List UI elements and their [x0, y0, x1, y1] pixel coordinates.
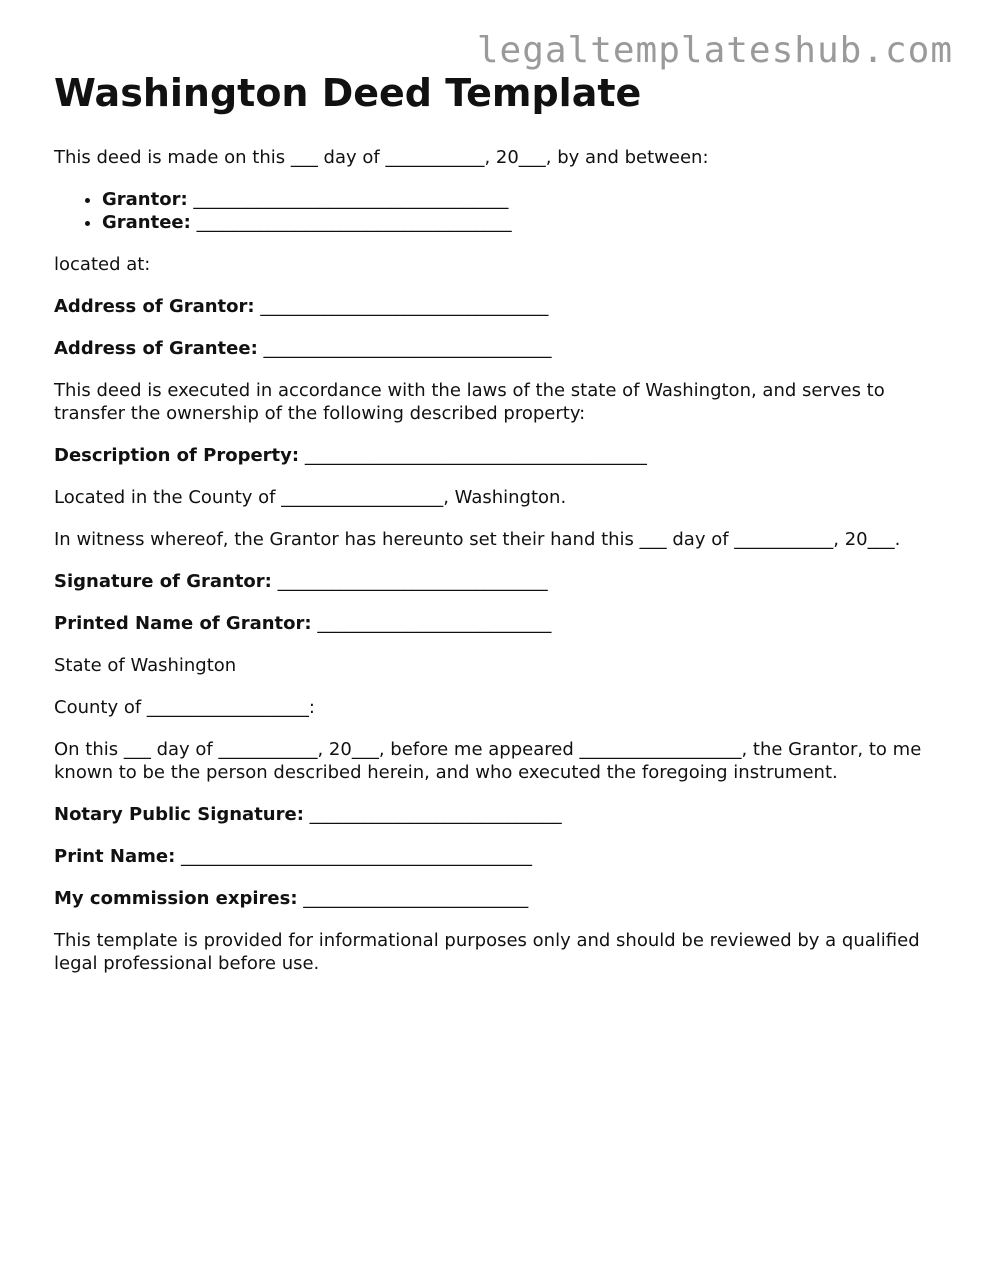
disclaimer-paragraph: This template is provided for informational purposes only and should be reviewed by a qualified legal professional before use.: [54, 930, 920, 974]
notary-signature-label: Notary Public Signature:: [54, 804, 304, 825]
grantor-label: Grantor:: [102, 189, 188, 210]
parties-list: [54, 188, 934, 234]
grantee-blank: ___________________________________: [190, 212, 512, 233]
address-grantee-field: [54, 337, 934, 360]
signature-grantor-blank: ______________________________: [271, 571, 548, 592]
signature-grantor-label: Signature of Grantor:: [54, 571, 272, 592]
state-text: State of Washington: [54, 655, 237, 676]
witness-paragraph: In witness whereof, the Grantor has hereunto set their hand this ___ day of ___________, 20___.: [54, 529, 901, 550]
commission-label: My commission expires:: [54, 888, 298, 909]
printed-name-grantor-blank: __________________________: [311, 613, 552, 634]
printed-name-grantor-label: Printed Name of Grantor:: [54, 613, 312, 634]
notary-signature-field: [54, 803, 934, 826]
notary-paragraph: On this ___ day of ___________, 20___, before me appeared __________________, the Grantor, to me known to be the person described herein, and who executed the foregoing instrument.: [54, 739, 922, 783]
page-title: Washington Deed Template: [54, 71, 642, 115]
printed-name-grantor-field: [54, 612, 934, 635]
intro-paragraph: This deed is made on this ___ day of ___________, 20___, by and between:: [54, 147, 709, 168]
print-name-field: [54, 845, 934, 868]
notary-signature-blank: ____________________________: [303, 804, 562, 825]
document-page: [54, 70, 934, 994]
grantor-blank: ___________________________________: [187, 189, 509, 210]
commission-field: [54, 887, 934, 910]
county-of-text: County of __________________:: [54, 697, 315, 718]
address-grantor-label: Address of Grantor:: [54, 296, 255, 317]
commission-blank: _________________________: [297, 888, 529, 909]
executed-paragraph: This deed is executed in accordance with the laws of the state of Washington, and serves to transfer the ownership of the following described property:: [54, 380, 885, 424]
located-at-text: located at:: [54, 254, 151, 275]
address-grantor-blank: ________________________________: [254, 296, 549, 317]
list-item-grantee: [102, 211, 934, 234]
list-item-grantor: [102, 188, 934, 211]
address-grantor-field: [54, 295, 934, 318]
grantee-label: Grantee:: [102, 212, 191, 233]
signature-grantor-field: [54, 570, 934, 593]
address-grantee-blank: ________________________________: [257, 338, 552, 359]
print-name-blank: _______________________________________: [175, 846, 533, 867]
county-located-text: Located in the County of __________________, Washington.: [54, 487, 567, 508]
description-blank: ______________________________________: [299, 445, 647, 466]
address-grantee-label: Address of Grantee:: [54, 338, 258, 359]
print-name-label: Print Name:: [54, 846, 176, 867]
watermark: legaltemplateshub.com: [476, 30, 953, 71]
description-label: Description of Property:: [54, 445, 300, 466]
description-field: [54, 444, 934, 467]
